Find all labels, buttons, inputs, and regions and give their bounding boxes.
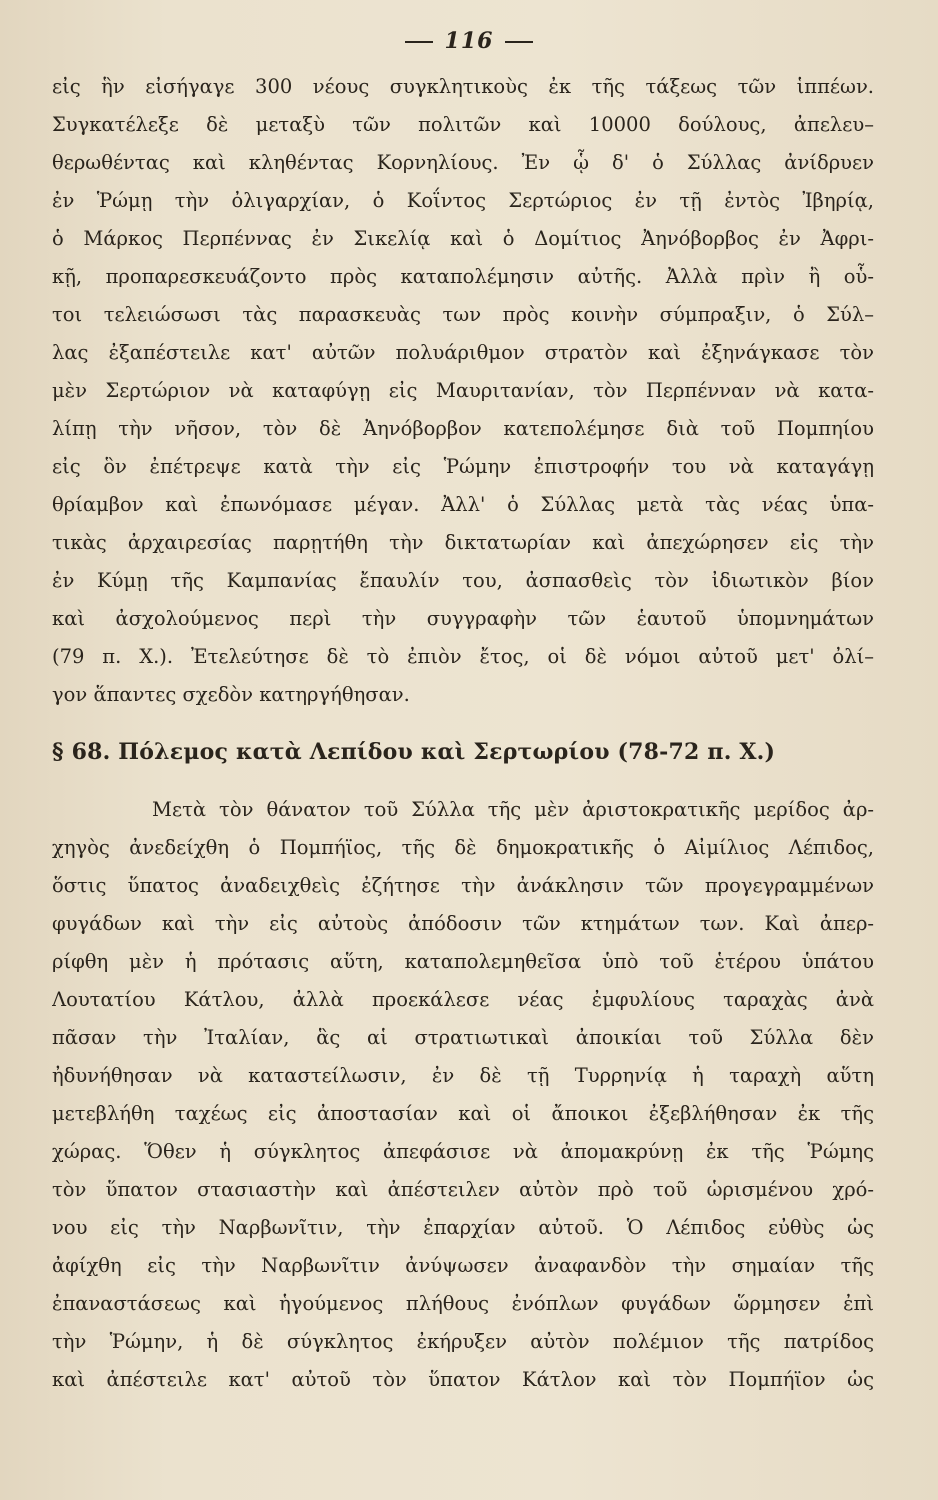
dash-right <box>505 41 533 43</box>
text-line: Συγκατέλεξε δὲ μεταξὺ τῶν πολιτῶν καὶ 10000 δούλους, ἀπελευ– <box>52 113 874 136</box>
text-line: νου εἰς τὴν Ναρβωνῖτιν, τὴν ἐπαρχίαν αὐτοῦ. Ὁ Λέπιδος εὐθὺς ὡς <box>52 1216 874 1239</box>
text-line: χώρας. Ὅθεν ἡ σύγκλητος ἀπεφάσισε νὰ ἀπομακρύνῃ ἐκ τῆς Ῥώμης <box>52 1140 874 1163</box>
text-line: τοι τελειώσωσι τὰς παρασκευὰς των πρὸς κοινὴν σύμπραξιν, ὁ Σύλ– <box>52 303 874 326</box>
text-line: καὶ ἀσχολούμενος περὶ τὴν συγγραφὴν τῶν ἑαυτοῦ ὑπομνημάτων <box>52 607 874 630</box>
text-line: ὅστις ὕπατος ἀναδειχθεὶς ἐζήτησε τὴν ἀνάκλησιν τῶν προγεγραμμένων <box>52 874 874 897</box>
text-line: τὸν ὕπατον στασιαστὴν καὶ ἀπέστειλεν αὐτὸν πρὸ τοῦ ὡρισμένου χρό- <box>52 1178 874 1201</box>
text-line: ρίφθη μὲν ἡ πρότασις αὕτη, καταπολεμηθεῖσα ὑπὸ τοῦ ἑτέρου ὑπάτου <box>52 950 874 973</box>
text-line: λας ἐξαπέστειλε κατ' αὐτῶν πολυάριθμον στρατὸν καὶ ἐξηνάγκασε τὸν <box>52 341 874 364</box>
text-line: τικὰς ἀρχαιρεσίας παρῃτήθη τὴν δικτατωρίαν καὶ ἀπεχώρησεν εἰς τὴν <box>52 531 874 554</box>
text-line: εἰς ἣν εἰσήγαγε 300 νέους συγκλητικοὺς ἐκ τῆς τάξεως τῶν ἱππέων. <box>52 75 874 98</box>
text-line: λίπῃ τὴν νῆσον, τὸν δὲ Ἀηνόβορβον κατεπολέμησε διὰ τοῦ Πομπηίου <box>52 417 874 440</box>
text-line: κῇ, προπαρεσκευάζοντο πρὸς καταπολέμησιν αὐτῆς. Ἀλλὰ πρὶν ἢ οὗ- <box>52 265 874 288</box>
text-line: καὶ ἀπέστειλε κατ' αὐτοῦ τὸν ὕπατον Κάτλον καὶ τὸν Πομπήϊον ὡς <box>52 1368 874 1391</box>
text-line: εἰς ὃν ἐπέτρεψε κατὰ τὴν εἰς Ῥώμην ἐπιστροφήν του νὰ καταγάγῃ <box>52 455 874 478</box>
text-line: Λουτατίου Κάτλου, ἀλλὰ προεκάλεσε νέας ἐμφυλίους ταραχὰς ἀνὰ <box>52 988 874 1011</box>
text-line: ἠδυνήθησαν νὰ καταστείλωσιν, ἐν δὲ τῇ Τυρρηνίᾳ ἡ ταραχὴ αὕτη <box>52 1064 874 1087</box>
text-line: ὁ Μάρκος Περπέννας ἐν Σικελίᾳ καὶ ὁ Δομίτιος Ἀηνόβορβος ἐν Ἀφρι- <box>52 227 874 250</box>
page-number: 116 <box>0 28 938 54</box>
text-line: μετεβλήθη ταχέως εἰς ἀποστασίαν καὶ οἱ ἄποικοι ἐξεβλήθησαν ἐκ τῆς <box>52 1102 874 1125</box>
text-line: μὲν Σερτώριον νὰ καταφύγῃ εἰς Μαυριτανίαν, τὸν Περπένναν νὰ κατα- <box>52 379 874 402</box>
dash-left <box>405 41 433 43</box>
text-line: ἐν Κύμῃ τῆς Καμπανίας ἔπαυλίν του, ἀσπασθεὶς τὸν ἰδιωτικὸν βίον <box>52 569 874 592</box>
text-line: ἐπαναστάσεως καὶ ἡγούμενος πλήθους ἐνόπλων φυγάδων ὥρμησεν ἐπὶ <box>52 1292 874 1315</box>
text-line: ἀφίχθη εἰς τὴν Ναρβωνῖτιν ἀνύψωσεν ἀναφανδὸν τὴν σημαίαν τῆς <box>52 1254 874 1277</box>
text-line: πᾶσαν τὴν Ἰταλίαν, ἃς αἱ στρατιωτικαὶ ἀποικίαι τοῦ Σύλλα δὲν <box>52 1026 874 1049</box>
text-line: θερωθέντας καὶ κληθέντας Κορνηλίους. Ἐν ᾧ δ' ὁ Σύλλας ἀνίδρυεν <box>52 151 874 174</box>
text-line: γον ἅπαντες σχεδὸν κατηργήθησαν. <box>52 683 410 706</box>
text-line: χηγὸς ἀνεδείχθη ὁ Πομπήϊος, τῆς δὲ δημοκρατικῆς ὁ Αἰμίλιος Λέπιδος, <box>52 836 874 859</box>
text-line: ἐν Ῥώμῃ τὴν ὀλιγαρχίαν, ὁ Κοΐντος Σερτώριος ἐν τῇ ἐντὸς Ἰβηρίᾳ, <box>52 189 874 212</box>
text-line: Μετὰ τὸν θάνατον τοῦ Σύλλα τῆς μὲν ἀριστοκρατικῆς μερίδος ἀρ- <box>152 798 874 821</box>
section-heading: § 68. Πόλεμος κατὰ Λεπίδου καὶ Σερτωρίου (78-72 π. Χ.) <box>52 739 776 765</box>
text-line: τὴν Ῥώμην, ἡ δὲ σύγκλητος ἐκήρυξεν αὐτὸν πολέμιον τῆς πατρίδος <box>52 1330 874 1353</box>
text-line: φυγάδων καὶ τὴν εἰς αὐτοὺς ἀπόδοσιν τῶν κτημάτων των. Καὶ ἀπερ- <box>52 912 874 935</box>
text-line: θρίαμβον καὶ ἐπωνόμασε μέγαν. Ἀλλ' ὁ Σύλλας μετὰ τὰς νέας ὑπα- <box>52 493 874 516</box>
text-line: (79 π. Χ.). Ἐτελεύτησε δὲ τὸ ἐπιὸν ἔτος, οἱ δὲ νόμοι αὐτοῦ μετ' ὀλί– <box>52 645 874 668</box>
